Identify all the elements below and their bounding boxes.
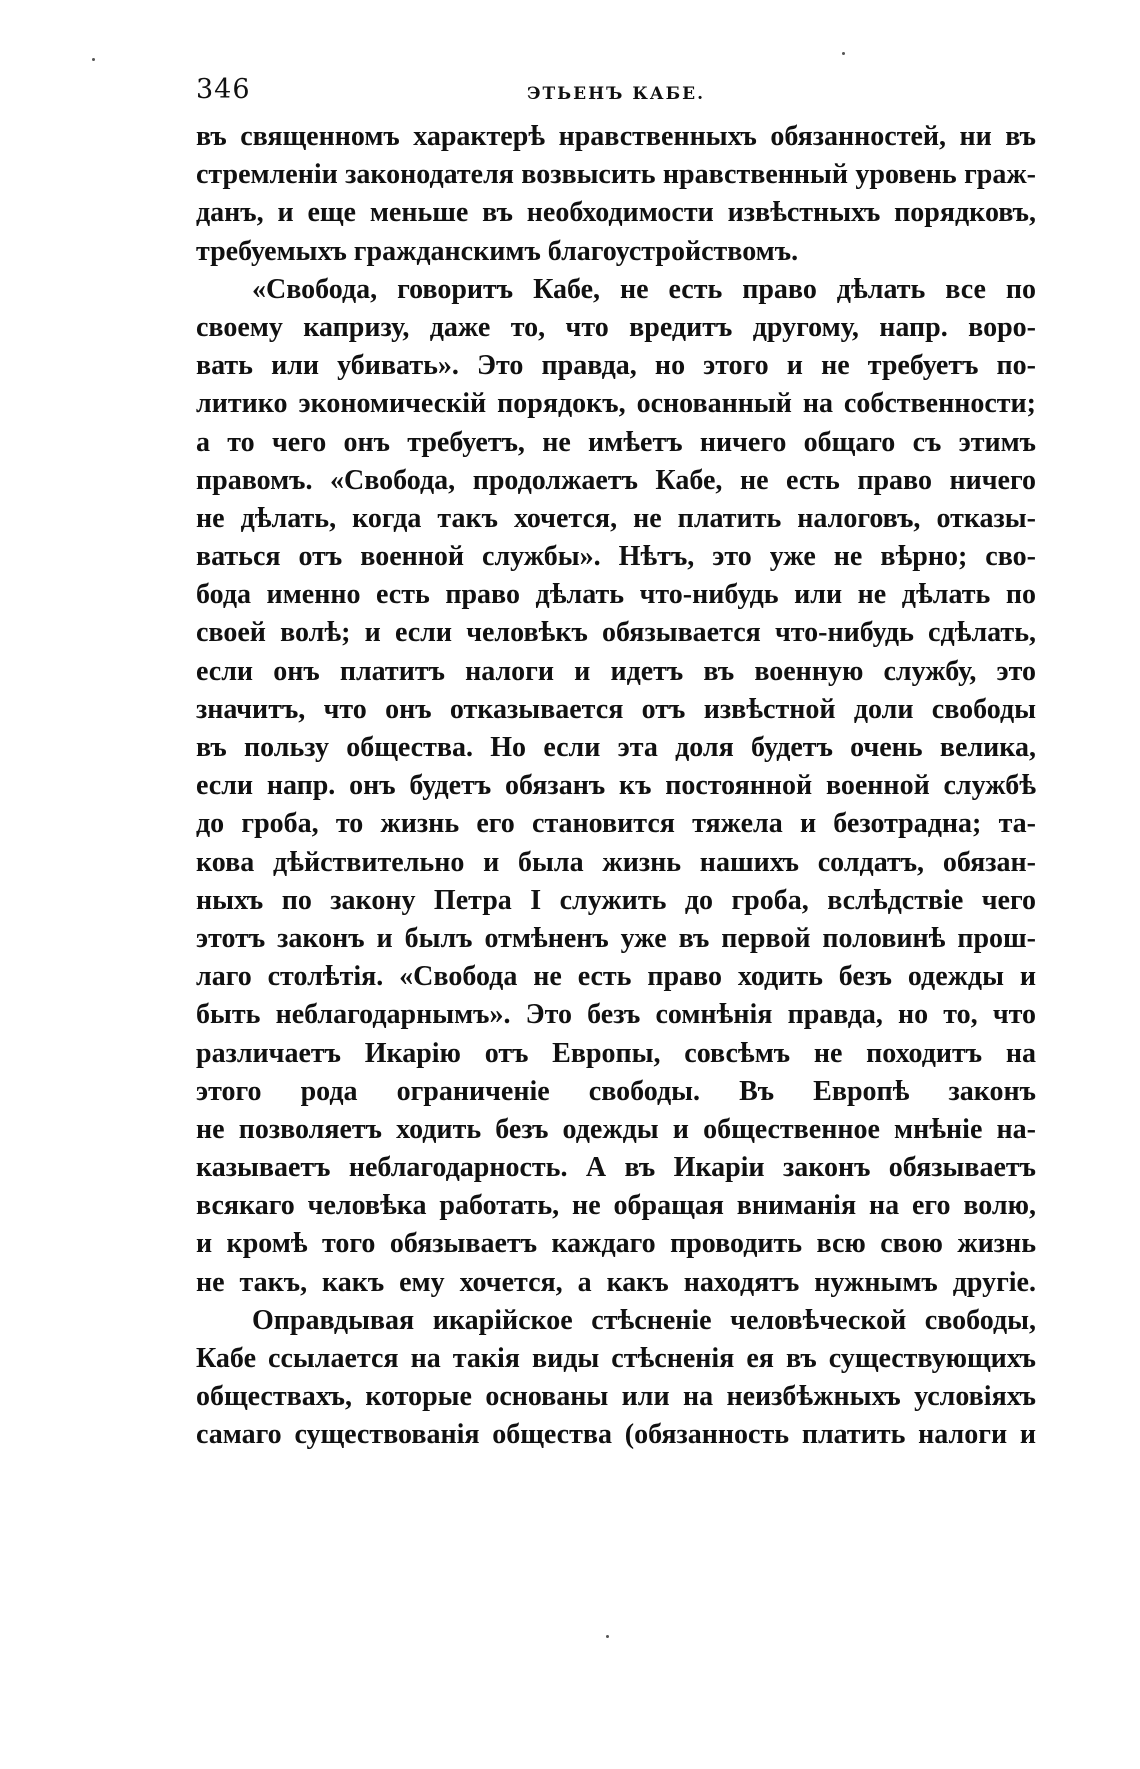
text-line: обществахъ, которые основаны или на неизбѣжныхъ условіяхъ (196, 1381, 1036, 1413)
text-line: Кабе ссылается на такія виды стѣсненія ея въ существующихъ (196, 1343, 1036, 1374)
text-line: а то чего онъ требуетъ, не имѣетъ ничего общаго съ этимъ (196, 426, 1036, 458)
text-line: не дѣлать, когда такъ хочется, не платить налоговъ, отказы- (196, 502, 1036, 534)
book-page (196, 66, 1036, 1455)
text-line: стремленіи законодателя возвысить нравственный уровень граж- (196, 159, 1036, 191)
text-line: своему капризу, даже то, что вредитъ другому, напр. воро- (196, 311, 1036, 343)
text-line: лаго столѣтія. «Свобода не есть право ходить безъ одежды и (196, 961, 1036, 993)
text-line: значитъ, что онъ отказывается отъ извѣстной доли свободы (196, 693, 1036, 725)
text-line: своей волѣ; и если человѣкъ обязывается что-нибудь сдѣлать, (196, 617, 1036, 649)
text-line: если онъ платитъ налоги и идетъ въ военную службу, это (196, 655, 1036, 687)
text-line: не такъ, какъ ему хочется, а какъ находятъ нужнымъ другіе. (196, 1266, 1036, 1298)
paragraph (196, 1302, 1036, 1455)
text-line: ваться отъ военной службы». Нѣтъ, это уже не вѣрно; сво- (196, 541, 1036, 573)
text-line: всякаго человѣка работать, не обращая вниманія на его волю, (196, 1190, 1036, 1222)
text-line: этотъ законъ и былъ отмѣненъ уже въ первой половинѣ прош- (196, 922, 1036, 954)
page-number: 346 (196, 74, 251, 105)
text-line: вать или убивать». Это правда, но этого и не требуетъ по- (196, 350, 1036, 382)
scan-speck (842, 52, 845, 55)
text-line: до гроба, то жизнь его становится тяжела и безотрадна; та- (196, 808, 1036, 840)
text-line: правомъ. «Свобода, продолжаетъ Кабе, не есть право ничего (196, 464, 1036, 496)
body-text (196, 118, 1036, 1455)
scan-speck (606, 1635, 609, 1638)
text-line: самаго существованія общества (обязанность платить налоги и (196, 1419, 1036, 1451)
page-header (196, 66, 1036, 118)
text-line: не позволяетъ ходить безъ одежды и общественное мнѣніе на- (196, 1113, 1036, 1145)
text-line: «Свобода, говоритъ Кабе, не есть право дѣлать все по (252, 273, 1036, 305)
text-line: быть неблагодарнымъ». Это безъ сомнѣнія правда, но то, что (196, 999, 1036, 1031)
text-line: въ священномъ характерѣ нравственныхъ обязанностей, ни въ (196, 121, 1036, 152)
text-line: бода именно есть право дѣлать что-нибудь или не дѣлать по (196, 579, 1036, 611)
text-line: казываетъ неблагодарность. А въ Икаріи законъ обязываетъ (196, 1152, 1036, 1184)
text-line: въ пользу общества. Но если эта доля будетъ очень велика, (196, 732, 1036, 763)
text-line: различаетъ Икарію отъ Европы, совсѣмъ не походитъ на (196, 1037, 1036, 1069)
text-line: требуемыхъ гражданскимъ благоустройствомъ. (196, 235, 799, 267)
text-line: и кромѣ того обязываетъ каждаго проводить всю свою жизнь (196, 1228, 1036, 1260)
text-line: кова дѣйствительно и была жизнь нашихъ солдатъ, обязан- (196, 846, 1036, 878)
text-line: данъ, и еще меньше въ необходимости извѣстныхъ порядковъ, (196, 197, 1036, 229)
paragraph (196, 118, 1036, 271)
text-line: Оправдывая икарійское стѣсненіе человѣческой свободы, (252, 1304, 1036, 1336)
running-head: ЭТЬЕНЪ КАБЕ. (526, 84, 706, 104)
scan-speck (92, 58, 95, 61)
text-line: литико экономическій порядокъ, основанный на собственности; (196, 388, 1036, 420)
paragraph (196, 271, 1036, 1302)
text-line: ныхъ по закону Петра I служить до гроба, вслѣдствіе чего (196, 884, 1036, 916)
text-line: если напр. онъ будетъ обязанъ къ постоянной военной службѣ (196, 770, 1036, 802)
text-line: этого рода ограниченіе свободы. Въ Европѣ законъ (196, 1075, 1036, 1107)
